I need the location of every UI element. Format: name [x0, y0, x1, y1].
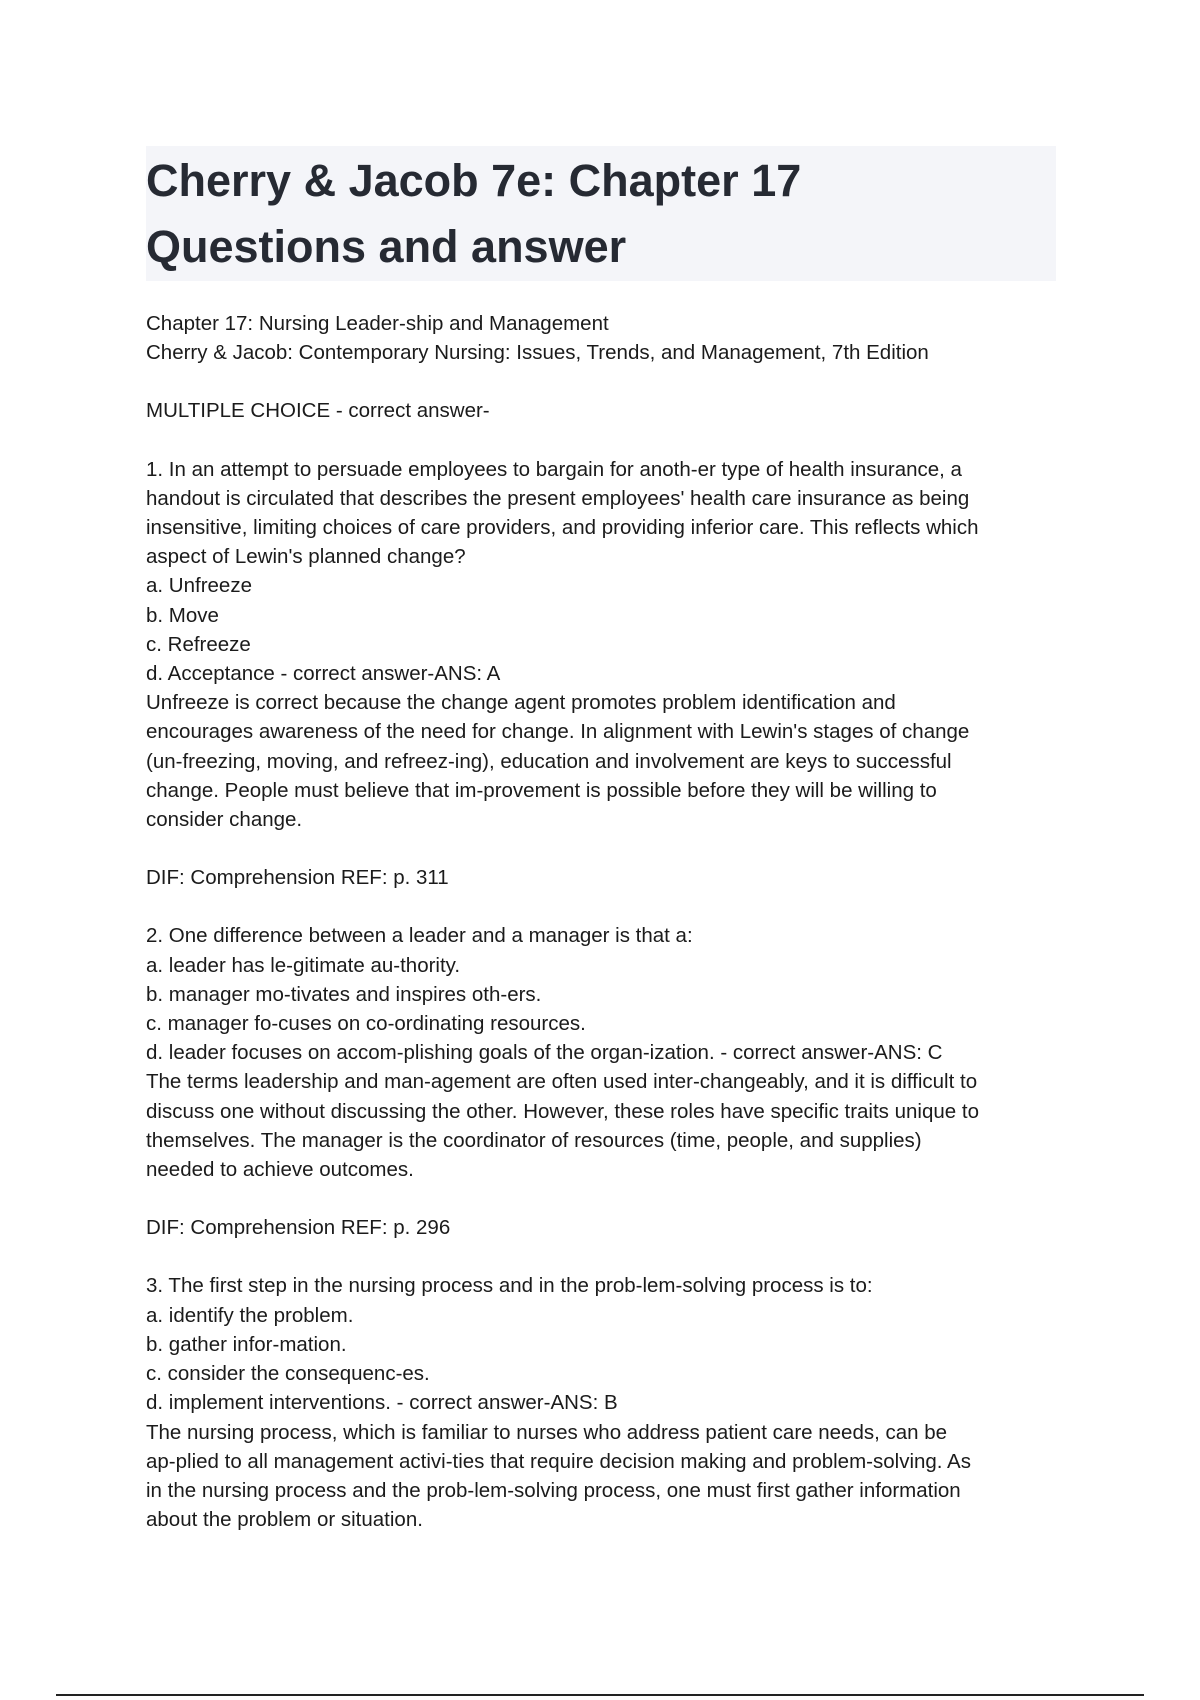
answer-option: a. identify the problem. — [146, 1303, 354, 1327]
answer-option: c. Refreeze — [146, 632, 251, 656]
rationale-line: change. People must believe that im-provement is possible before they will be willing to — [146, 778, 937, 802]
book-line: Cherry & Jacob: Contemporary Nursing: Issues, Trends, and Management, 7th Edition — [146, 341, 929, 365]
section-heading: MULTIPLE CHOICE - correct answer- — [146, 399, 490, 423]
rationale-line: Unfreeze is correct because the change agent promotes problem identification and — [146, 691, 896, 715]
document-title-line-1: Cherry & Jacob 7e: Chapter 17 — [146, 155, 802, 206]
answer-option: d. implement interventions. - correct answer-ANS: B — [146, 1391, 618, 1415]
answer-option: d. Acceptance - correct answer-ANS: A — [146, 662, 501, 686]
rationale-line: encourages awareness of the need for change. In alignment with Lewin's stages of change — [146, 720, 970, 744]
answer-option: b. manager mo-tivates and inspires oth-ers. — [146, 982, 542, 1006]
rationale-line: ap-plied to all management activi-ties that require decision making and problem-solving. As — [146, 1449, 971, 1473]
answer-option: c. manager fo-cuses on co-ordinating resources. — [146, 1012, 586, 1036]
dif-ref: DIF: Comprehension REF: p. 296 — [146, 1216, 451, 1240]
question-line: aspect of Lewin's planned change? — [146, 545, 466, 569]
answer-option: a. leader has le-gitimate au-thority. — [146, 953, 461, 977]
question-line: insensitive, limiting choices of care providers, and providing inferior care. This reflects which — [146, 516, 979, 540]
question-2-dif-ref-block — [146, 1213, 1056, 1242]
question-line: 2. One difference between a leader and a manager is that a: — [146, 924, 693, 948]
question-line: 1. In an attempt to persuade employees to bargain for anoth-er type of health insurance, a — [146, 457, 962, 481]
rationale-line: in the nursing process and the prob-lem-solving process, one must first gather information — [146, 1478, 961, 1502]
rationale-line: The nursing process, which is familiar to nurses who address patient care needs, can be — [146, 1420, 948, 1444]
rationale-line: (un-freezing, moving, and refreez-ing), education and involvement are keys to successful — [146, 749, 952, 773]
rationale-line: themselves. The manager is the coordinator of resources (time, people, and supplies) — [146, 1128, 922, 1152]
answer-option: a. Unfreeze — [146, 574, 252, 598]
document-title-line-2: Questions and answer — [146, 221, 627, 272]
answer-option: d. leader focuses on accom-plishing goals of the organ-ization. - correct answer-ANS: C — [146, 1041, 943, 1065]
title-box — [146, 146, 1056, 281]
page-footer-rule — [56, 1694, 1144, 1696]
question-2 — [146, 921, 1056, 1184]
question-1-dif-ref-block — [146, 863, 1056, 892]
dif-ref: DIF: Comprehension REF: p. 311 — [146, 866, 449, 890]
answer-option: b. gather infor-mation. — [146, 1332, 347, 1356]
rationale-line: needed to achieve outcomes. — [146, 1158, 414, 1182]
question-line: 3. The first step in the nursing process and in the prob-lem-solving process is to: — [146, 1274, 873, 1298]
answer-option: c. consider the consequenc-es. — [146, 1362, 430, 1386]
section-heading-block — [146, 396, 1056, 425]
document-meta — [146, 309, 1056, 367]
chapter-line: Chapter 17: Nursing Leader-ship and Management — [146, 312, 609, 335]
question-1 — [146, 455, 1056, 835]
question-line: handout is circulated that describes the present employees' health care insurance as being — [146, 486, 970, 510]
rationale-line: consider change. — [146, 808, 303, 832]
rationale-line: discuss one without discussing the other. However, these roles have specific traits unique to — [146, 1099, 979, 1123]
answer-option: b. Move — [146, 603, 219, 627]
rationale-line: The terms leadership and man-agement are often used inter-changeably, and it is difficult to — [146, 1070, 978, 1094]
question-3 — [146, 1271, 1056, 1534]
document-page — [146, 146, 1056, 1534]
rationale-line: about the problem or situation. — [146, 1508, 423, 1532]
